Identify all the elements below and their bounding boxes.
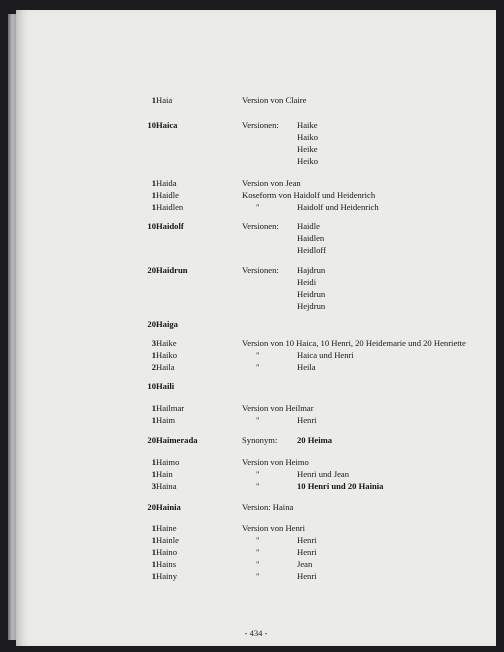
entry-name: Haidlen [156, 202, 184, 212]
entry-row [16, 189, 496, 201]
entry-count: 1 [151, 202, 156, 212]
entry-variant: Hajdrun [297, 265, 326, 275]
entry-count: 1 [151, 190, 156, 200]
entry-count: 1 [151, 523, 156, 533]
book-page [16, 10, 496, 646]
entry-count: 1 [151, 350, 156, 360]
entry-count: 3 [151, 481, 156, 491]
entry-row [16, 244, 496, 256]
entry-variant: Haiko [297, 132, 319, 142]
entry-row [16, 534, 496, 546]
entry-count: 20 [147, 265, 156, 275]
entry-variant: Haica und Henri [297, 350, 354, 360]
ditto-mark: " [256, 202, 260, 212]
entry-row [16, 558, 496, 570]
entry-name: Haica [156, 120, 178, 130]
entry-row [16, 288, 496, 300]
entry-name: Hainia [156, 502, 181, 512]
ditto-mark: " [256, 362, 260, 372]
entry-description: Versionen: [242, 221, 279, 231]
entry-row [16, 201, 496, 213]
entry-name: Hain [156, 469, 173, 479]
entry-row [16, 276, 496, 288]
entry-description: Versionen: [242, 120, 279, 130]
entry-row [16, 300, 496, 312]
entry-count: 1 [151, 571, 156, 581]
entry-name: Haimo [156, 457, 180, 467]
entry-name: Haila [156, 362, 175, 372]
entry-count: 20 [147, 502, 156, 512]
ditto-mark: " [256, 350, 260, 360]
entry-row [16, 361, 496, 373]
entry-variant: Haike [297, 120, 318, 130]
entry-variant: Henri [297, 535, 317, 545]
entry-count: 1 [151, 469, 156, 479]
entry-count: 10 [147, 120, 156, 130]
entry-name: Haine [156, 523, 177, 533]
entry-variant: Heidrun [297, 289, 326, 299]
entry-row [16, 414, 496, 426]
entry-name: Haimerada [156, 435, 198, 445]
entry-row [16, 177, 496, 189]
entry-variant: Heiko [297, 156, 319, 166]
entry-description: Versionen: [242, 265, 279, 275]
entry-row [16, 155, 496, 167]
entry-name: Haidolf [156, 221, 184, 231]
entry-count: 1 [151, 95, 156, 105]
entry-row [16, 119, 496, 131]
entry-variant: 10 Henri und 20 Hainia [297, 481, 384, 491]
entry-count: 20 [147, 435, 156, 445]
ditto-mark: " [256, 535, 260, 545]
entry-name: Haiga [156, 319, 178, 329]
entry-row [16, 456, 496, 468]
entry-row [16, 349, 496, 361]
entry-variant: Jean [297, 559, 313, 569]
entry-variant: 20 Heima [297, 435, 333, 445]
entry-name: Haia [156, 95, 173, 105]
entry-variant: Henri [297, 415, 317, 425]
entry-row [16, 546, 496, 558]
ditto-mark: " [256, 481, 260, 491]
entry-count: 1 [151, 178, 156, 188]
entry-name: Haili [156, 381, 175, 391]
entry-name: Hailmar [156, 403, 185, 413]
entry-row [16, 131, 496, 143]
entry-description: Version von Claire [242, 95, 307, 105]
entry-row [16, 480, 496, 492]
entry-count: 3 [151, 338, 156, 348]
entry-description: Version: Haina [242, 502, 294, 512]
entry-count: 1 [151, 559, 156, 569]
entry-name: Haina [156, 481, 177, 491]
entry-variant: Heidi [297, 277, 317, 287]
entry-variant: Haidolf und Heidenrich [297, 202, 379, 212]
entry-count: 20 [147, 319, 156, 329]
entry-count: 1 [151, 547, 156, 557]
entry-variant: Haidle [297, 221, 320, 231]
entry-count: 1 [151, 535, 156, 545]
entry-row [16, 232, 496, 244]
entry-count: 1 [151, 415, 156, 425]
entry-description: Synonym: [242, 435, 278, 445]
entry-name: Haidrun [156, 265, 188, 275]
entry-count: 10 [147, 381, 156, 391]
entry-variant: Henri und Jean [297, 469, 350, 479]
entry-row [16, 337, 496, 349]
entry-variant: Haidlen [297, 233, 325, 243]
entry-row [16, 143, 496, 155]
entry-row [16, 434, 496, 446]
entry-row [16, 264, 496, 276]
ditto-mark: " [256, 415, 260, 425]
entry-row [16, 94, 496, 106]
entry-name: Haike [156, 338, 177, 348]
entry-variant: Heila [297, 362, 316, 372]
ditto-mark: " [256, 469, 260, 479]
entry-row [16, 402, 496, 414]
entry-description: Version von Heimo [242, 457, 309, 467]
entry-variant: Hejdrun [297, 301, 326, 311]
entry-row [16, 380, 496, 392]
entry-name: Hainle [156, 535, 179, 545]
entry-name: Haiko [156, 350, 178, 360]
entry-description: Version von Heilmar [242, 403, 314, 413]
entry-name: Haida [156, 178, 177, 188]
entry-name: Haino [156, 547, 178, 557]
ditto-mark: " [256, 571, 260, 581]
entry-name: Haidle [156, 190, 179, 200]
entry-row [16, 522, 496, 534]
entry-variant: Heike [297, 144, 318, 154]
entry-row [16, 570, 496, 582]
entry-variant: Henri [297, 571, 317, 581]
entry-row [16, 468, 496, 480]
entry-description: Version von Henri [242, 523, 306, 533]
entry-row [16, 220, 496, 232]
entry-name: Hains [156, 559, 177, 569]
entry-name: Haim [156, 415, 176, 425]
entry-name: Hainy [156, 571, 178, 581]
entry-description: Koseform von Haidolf und Heidenrich [242, 190, 376, 200]
entry-count: 1 [151, 457, 156, 467]
entry-count: 10 [147, 221, 156, 231]
entry-description: Version von 10 Haica, 10 Henri, 20 Heidemarie und 20 Henriette [242, 338, 466, 348]
entry-description: Version von Jean [242, 178, 301, 188]
entry-row [16, 501, 496, 513]
entry-count: 1 [151, 403, 156, 413]
page-number: - 434 - [244, 628, 268, 638]
ditto-mark: " [256, 547, 260, 557]
entry-variant: Henri [297, 547, 317, 557]
entry-row [16, 318, 496, 330]
entry-count: 2 [151, 362, 156, 372]
entry-variant: Heidloff [297, 245, 326, 255]
ditto-mark: " [256, 559, 260, 569]
